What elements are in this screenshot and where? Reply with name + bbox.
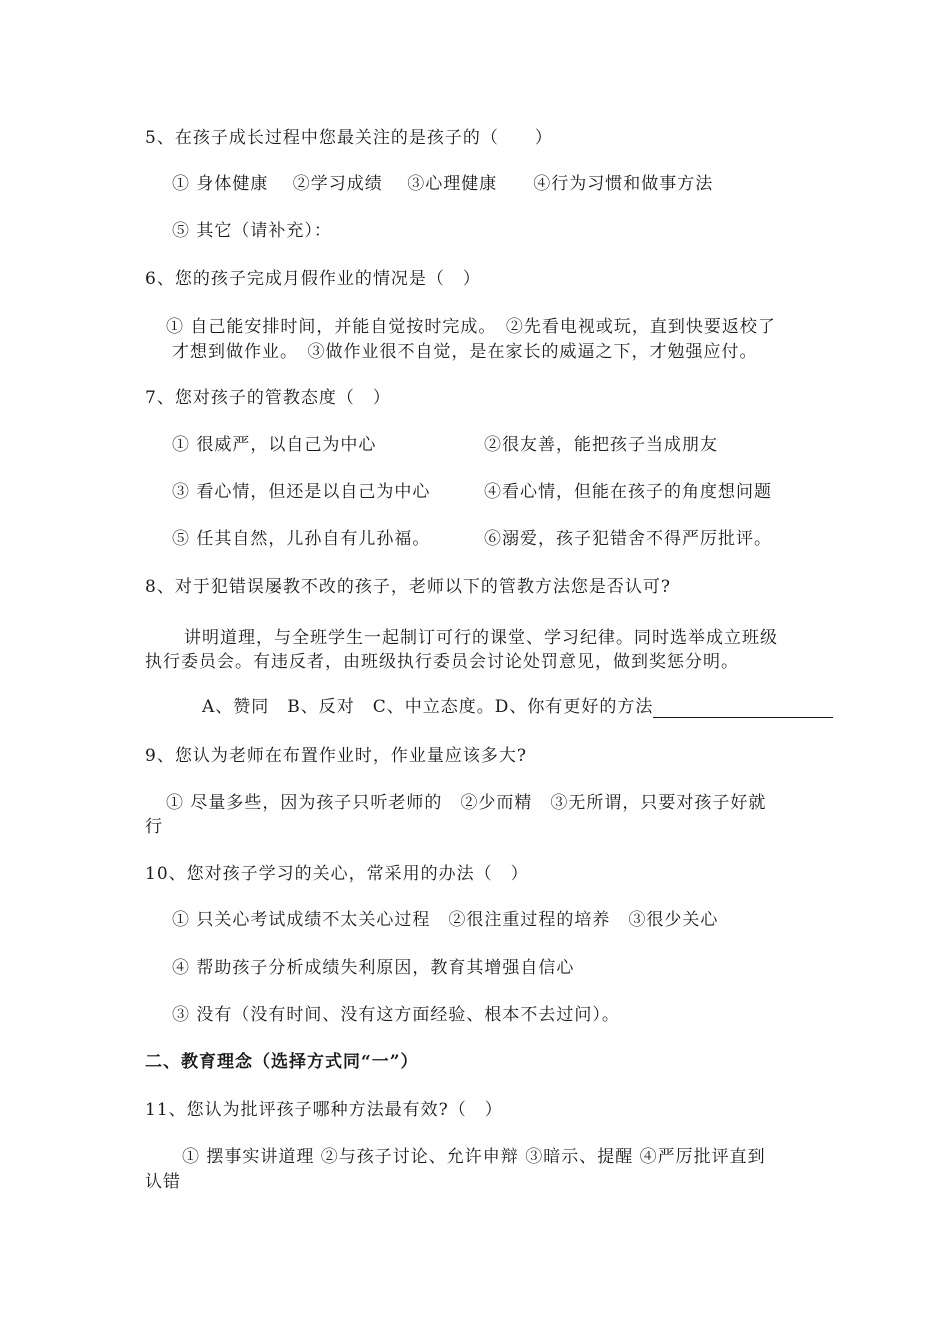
question-9: 9、您认为老师在布置作业时，作业量应该多大? xyxy=(145,746,527,766)
question-8: 8、对于犯错误屡教不改的孩子，老师以下的管教方法您是否认可? xyxy=(145,577,671,597)
question-9-options-1: ① 尽量多些，因为孩子只听老师的 ②少而精 ③无所谓，只要对孩子好就 xyxy=(166,793,767,813)
question-11-options-1: ① 摆事实讲道理 ②与孩子讨论、允许申辩 ③暗示、提醒 ④严厉批评直到 xyxy=(182,1147,766,1167)
question-11: 11、您认为批评孩子哪种方法最有效?（ ） xyxy=(145,1100,503,1120)
question-7-option-4: ④看心情，但能在孩子的角度想问题 xyxy=(484,482,772,502)
question-7-option-6: ⑥溺爱，孩子犯错舍不得严厉批评。 xyxy=(484,529,772,549)
question-10: 10、您对孩子学习的关心，常采用的办法（ ） xyxy=(145,864,529,884)
question-8-choices-text: A、赞同 B、反对 C、中立态度。D、你有更好的方法 xyxy=(202,697,654,717)
question-6: 6、您的孩子完成月假作业的情况是（ ） xyxy=(145,269,481,289)
question-5-options-2: ⑤ 其它（请补充）： xyxy=(172,221,332,241)
question-7-option-5: ⑤ 任其自然，儿孙自有儿孙福。 xyxy=(172,529,431,549)
question-11-options-2: 认错 xyxy=(145,1172,181,1192)
question-7: 7、您对孩子的管教态度（ ） xyxy=(145,388,391,408)
question-7-option-1: ① 很威严，以自己为中心 xyxy=(172,435,377,455)
question-8-paragraph-1: 讲明道理，与全班学生一起制订可行的课堂、学习纪律。同时选举成立班级 xyxy=(184,628,778,648)
answer-blank-line[interactable] xyxy=(653,701,833,718)
question-10-options-3: ③ 没有（没有时间、没有这方面经验、根本不去过问）。 xyxy=(172,1005,620,1025)
question-9-options-2: 行 xyxy=(145,817,163,837)
section-2-heading: 二、教育理念（选择方式同“一”） xyxy=(145,1052,419,1072)
question-8-choices xyxy=(202,696,833,718)
question-6-options-2: 才想到做作业。 ③做作业很不自觉，是在家长的威逼之下，才勉强应付。 xyxy=(172,342,758,362)
question-10-options-1: ① 只关心考试成绩不太关心过程 ②很注重过程的培养 ③很少关心 xyxy=(172,910,719,930)
question-7-option-3: ③ 看心情，但还是以自己为中心 xyxy=(172,482,431,502)
question-5: 5、在孩子成长过程中您最关注的是孩子的（ ） xyxy=(145,128,553,148)
question-5-options-1: ① 身体健康 ②学习成绩 ③心理健康 ④行为习惯和做事方法 xyxy=(172,174,714,194)
question-6-options-1: ① 自己能安排时间，并能自觉按时完成。 ②先看电视或玩，直到快要返校了 xyxy=(166,317,776,337)
question-7-option-2: ②很友善，能把孩子当成朋友 xyxy=(484,435,718,455)
question-10-options-2: ④ 帮助孩子分析成绩失利原因，教育其增强自信心 xyxy=(172,958,575,978)
question-8-paragraph-2: 执行委员会。有违反者，由班级执行委员会讨论处罚意见，做到奖惩分明。 xyxy=(145,652,739,672)
